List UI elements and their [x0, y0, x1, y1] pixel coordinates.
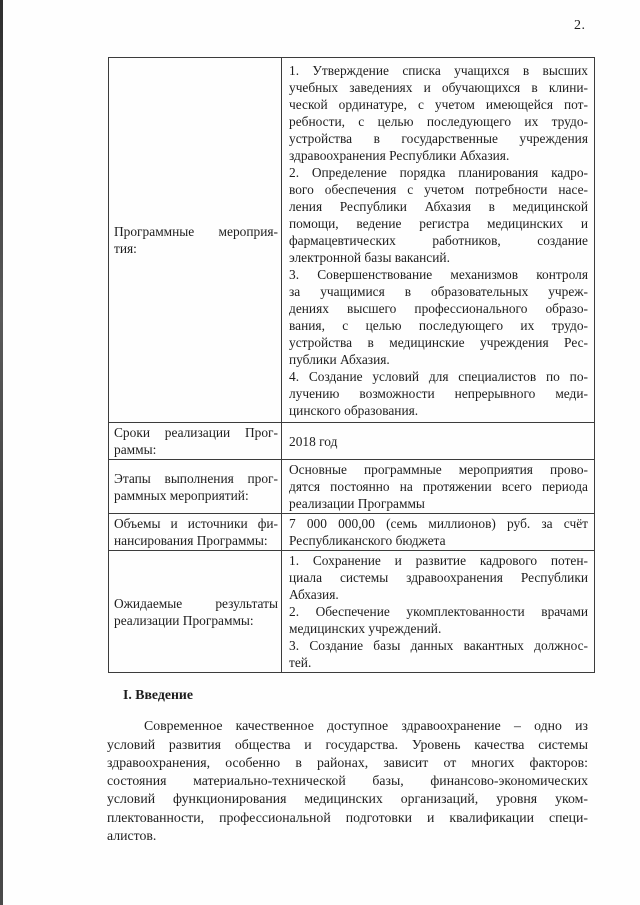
- row-label-cell: [109, 460, 282, 514]
- row-label-cell: [109, 58, 282, 423]
- text-line: ребности, с целью последующего их трудо-: [289, 113, 588, 129]
- value-paragraph: [289, 368, 588, 419]
- text-line: Абхазия.: [289, 587, 339, 602]
- text-line: 1. Сохранение и развитие кадрового потен-: [289, 553, 588, 568]
- text-line: 2018 год: [289, 433, 338, 449]
- text-line: устройства в государственные учреждения: [289, 130, 588, 146]
- row-label: [114, 223, 278, 257]
- table-row: [109, 551, 595, 673]
- row-value-cell: [282, 460, 595, 514]
- text-line: учебных заведениях и обучающихся в клини-: [289, 79, 588, 95]
- text-line: 2. Определение порядка планирования кадро-: [289, 164, 588, 180]
- text-line: вания, с целью последующего их трудо-: [289, 317, 588, 333]
- page-number: 2.: [574, 18, 586, 33]
- text-line: электронной базы вакансий.: [289, 249, 450, 265]
- text-line: Ожидаемые результаты: [114, 595, 278, 611]
- text-line: Основные программные мероприятия прово-: [289, 462, 588, 477]
- value-paragraph: [289, 515, 588, 549]
- value-paragraph: [289, 433, 588, 450]
- text-line: Современное качественное доступное здравоохранение – одно из: [144, 718, 588, 734]
- row-value-cell: [282, 58, 595, 423]
- text-line: тия:: [114, 241, 137, 256]
- text-line: лучению возможности непрерывного меди-: [289, 385, 588, 401]
- text-line: дятся постоянно на протяжении всего периода: [289, 479, 588, 494]
- row-value-cell: [282, 551, 595, 673]
- value-paragraph: [289, 637, 588, 671]
- text-line: циала системы здравоохранения Республики: [289, 570, 588, 585]
- text-line: реализации Программы: [289, 496, 425, 511]
- table-row: [109, 58, 595, 423]
- text-line: медицинских учреждений.: [289, 621, 442, 636]
- value-paragraph: [289, 461, 588, 512]
- value-paragraph: [289, 552, 588, 603]
- text-line: публики Абхазия.: [289, 351, 390, 367]
- text-line: 1. Утверждение списка учащихся в высших: [289, 62, 588, 78]
- text-line: дениях высшего профессионального образо-: [289, 300, 588, 316]
- row-label-cell: [109, 551, 282, 673]
- text-line: фармацевтических работников, создание: [289, 232, 588, 248]
- row-label-cell: [109, 514, 282, 551]
- text-line: 4. Создание условий для специалистов по по-: [289, 368, 588, 384]
- text-line: 7 000 000,00 (семь миллионов) руб. за счёт: [289, 516, 588, 531]
- row-label: [114, 595, 278, 629]
- text-line: Сроки реализации Прог-: [114, 425, 278, 440]
- text-line: устройства в медицинские учреждения Рес-: [289, 334, 588, 350]
- text-line: Объемы и источники фи-: [114, 516, 278, 531]
- table-row: [109, 514, 595, 551]
- text-line: алистов.: [107, 828, 157, 844]
- text-line: 2. Обеспечение укомплектованности врачами: [289, 604, 588, 619]
- text-line: Республиканского бюджета: [289, 533, 446, 548]
- text-line: 3. Создание базы данных вакантных должнос-: [289, 638, 588, 653]
- value-paragraph: [289, 62, 588, 164]
- program-passport-table: [108, 57, 595, 673]
- text-line: условий функционирования медицинских организаций, уровня уком-: [107, 791, 588, 807]
- row-label-cell: [109, 423, 282, 460]
- text-line: ческой ординатуре, с учетом имеющейся пот-: [289, 96, 588, 112]
- row-value-cell: [282, 514, 595, 551]
- text-line: реализации Программы:: [114, 612, 254, 628]
- introduction-section: [107, 686, 588, 845]
- text-line: 3. Совершенствование механизмов контроля: [289, 266, 588, 282]
- text-line: раммных мероприятий:: [114, 487, 249, 503]
- text-line: раммы:: [114, 442, 157, 457]
- intro-paragraph: [107, 717, 588, 845]
- row-label: [114, 424, 278, 458]
- text-line: цинского образования.: [289, 402, 419, 418]
- scan-edge-artifact: [0, 0, 3, 905]
- table-row: [109, 423, 595, 460]
- value-paragraph: [289, 266, 588, 368]
- text-line: тей.: [289, 655, 312, 670]
- value-paragraph: [289, 164, 588, 266]
- text-line: Программные мероприя-: [114, 224, 278, 239]
- text-line: плектованности, профессиональной подготовки и квалификации специ-: [107, 809, 588, 825]
- text-line: здравоохранения Республики Абхазия.: [289, 147, 510, 163]
- row-label: [114, 515, 278, 549]
- text-line: ления Республики Абхазия в медицинской: [289, 198, 588, 214]
- text-line: за учащимися в образовательных учреж-: [289, 283, 588, 299]
- text-line: нансирования Программы:: [114, 533, 268, 548]
- table-row: [109, 460, 595, 514]
- text-line: условий развития общества и государства. Уровень качества системы: [107, 736, 588, 752]
- text-line: Этапы выполнения прог-: [114, 470, 278, 486]
- text-line: вого обеспечения с учетом потребности насе-: [289, 181, 588, 197]
- row-value-cell: [282, 423, 595, 460]
- value-paragraph: [289, 603, 588, 637]
- row-label: [114, 470, 278, 504]
- text-line: состояния материально-технической базы, финансово-экономических: [107, 773, 588, 789]
- section-heading: I. Введение: [123, 687, 193, 702]
- text-line: здравоохранения, особенно в районах, зависит от многих факторов:: [107, 754, 588, 770]
- text-line: помощи, ведение регистра медицинских и: [289, 215, 588, 231]
